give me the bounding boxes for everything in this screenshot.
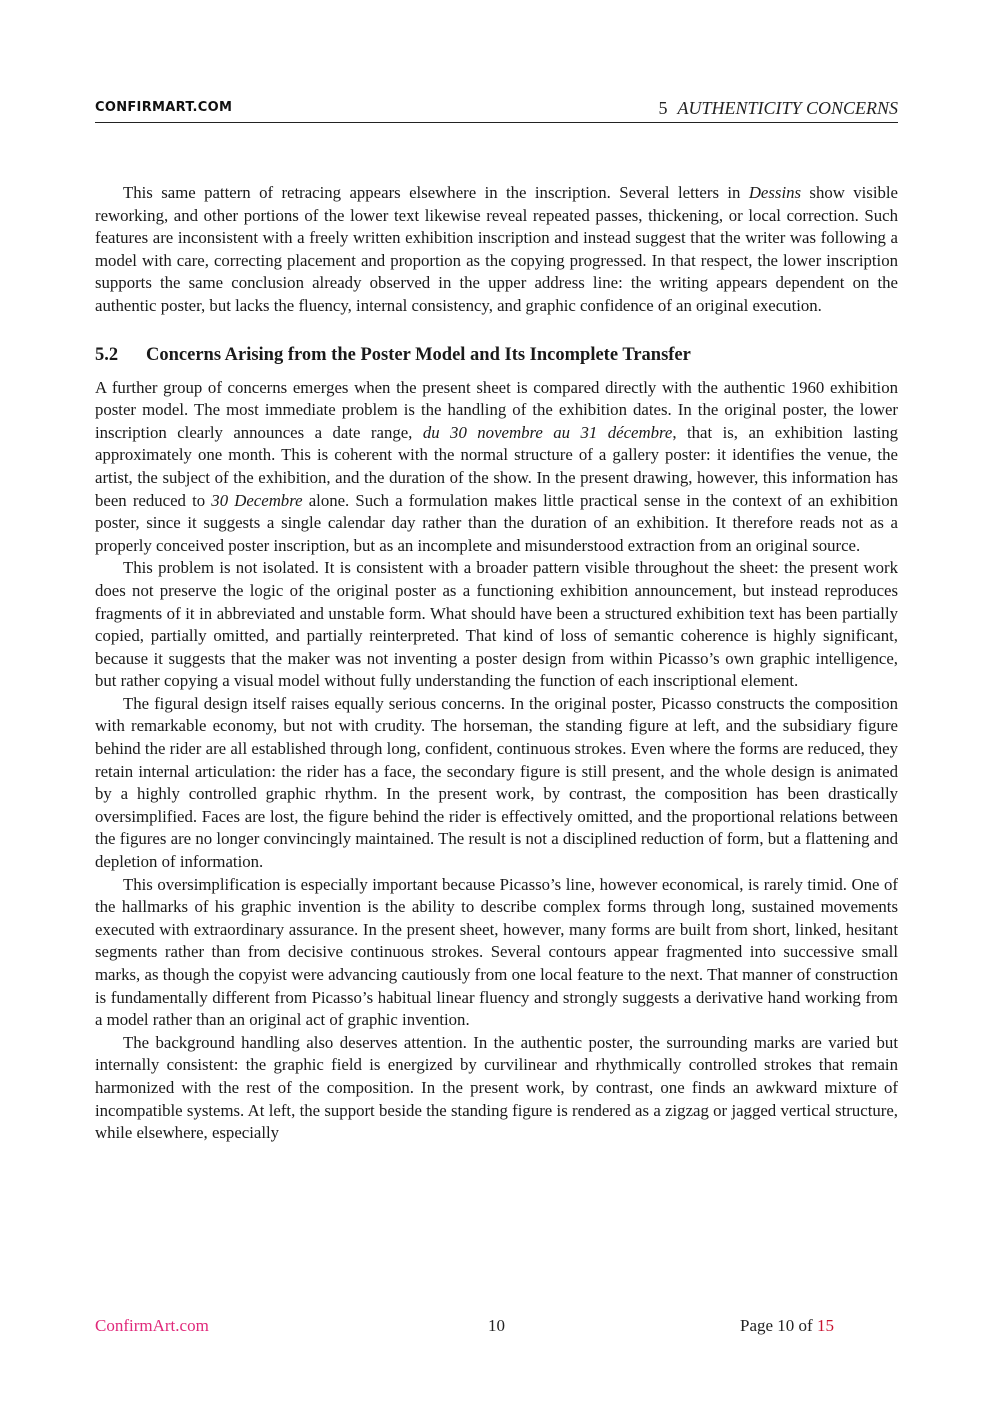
running-section-label: AUTHENTICITY CONCERNS [677, 98, 898, 118]
footer-page-number: 10 [488, 1316, 505, 1335]
footer-page-count [740, 1316, 834, 1336]
page-total-link[interactable]: 15 [816, 1316, 834, 1335]
section-title: Concerns Arising from the Poster Model and Its Incomplete Transfer [146, 344, 691, 365]
paragraph-figural-design: The figural design itself raises equally serious concerns. In the original poster, Picasso constructs the composition with remarkable economy, but not with crudity. The horseman, the standing figure at left, and the subsidiary figure behind the rider are all established through long, confident, continuous strokes. Even where the forms are reduced, they retain internal articulation: the rider has a face, the secondary figure is still present, and the whole design is animated by a highly controlled graphic rhythm. In the present work, by contrast, the composition has been drastically oversimplified. Faces are lost, the figure behind the rider is effectively omitted, and the proportional relations between the figures are no longer convincingly maintained. The result is not a disciplined reduction of form, but a flattening and depletion of information. [95, 693, 898, 872]
paragraph-oversimplification: This oversimplification is especially important because Picasso’s line, however economical, is rarely timid. One of the hallmarks of his graphic invention is the ability to describe complex forms through long, sustained movements executed with extraordinary assurance. In the present sheet, however, many forms are built from short, linked, hesitant segments rather than from decisive continuous strokes. Several contours appear fragmented into successive small marks, as though the copyist were advancing cautiously from one local feature to the next. That manner of construction is fundamentally different from Picasso’s habitual linear fluency and strongly suggests a derivative hand working from a model rather than an original act of graphic invention. [95, 874, 898, 1030]
paragraph-poster-dates [95, 377, 898, 558]
section-heading [95, 343, 898, 367]
paragraph-text: A further group of concerns emerges when the present sheet is compared directly with the authentic 1960 exhibition poster model. The most immediate problem is the handling of the exhibition dates. In the original poster, the lower inscription clearly announces a date range, [95, 377, 898, 442]
site-logo: CONFIRMART.COM [95, 100, 233, 115]
running-section-number: 5 [658, 98, 668, 118]
paragraph-text: , that is, an exhibition lasting approximately one month. This is coherent with the normal structure of a gallery poster: it identifies the venue, the artist, the subject of the exhibition, and the duration of the show. In the present drawing, however, this information has been reduced to [95, 422, 898, 510]
paragraph-emphasis: du 30 novembre au 31 décembre [422, 422, 673, 442]
running-section-title [658, 98, 898, 119]
paragraph-text: alone. Such a formulation makes little practical sense in the context of an exhibition poster, since it suggests a single calendar day rather than the duration of an exhibition. It therefore reads not as a properly conceived poster inscription, but as an incomplete and misunderstood extraction from an original source. [95, 490, 898, 555]
page-count-prefix: Page 10 of [740, 1316, 817, 1335]
page-footer [95, 1316, 898, 1340]
footer-site-link[interactable]: ConfirmArt.com [95, 1316, 209, 1335]
paragraph-text: show visible reworking, and other portions of the lower text likewise reveal repeated passes, thickening, or local correction. Such features are inconsistent with a freely written exhibition inscription and instead suggest that the writer was following a model with care, correcting placement and proportion as the copying progressed. In that respect, the lower inscription supports the same conclusion already observed in the upper address line: the writing appears dependent on the authentic poster, but lacks the fluency, internal consistency, and graphic confidence of an original execution. [95, 183, 898, 315]
page-content [95, 182, 898, 1145]
page-header [95, 98, 898, 123]
paragraph-semantic-coherence: This problem is not isolated. It is consistent with a broader pattern visible throughout the sheet: the present work does not preserve the logic of the original poster as a functioning exhibition announcement, but instead reproduces fragments of it in abbreviated and unstable form. What should have been a structured exhibition text has been partially copied, partially omitted, and partially reinterpreted. That kind of loss of semantic coherence is highly significant, because it suggests that the maker was not inventing a poster design from within Picasso’s own graphic intelligence, but rather copying a visual model without fully understanding the function of each inscriptional element. [95, 558, 898, 691]
paragraph-retracing [95, 182, 898, 318]
paragraph-background-handling: The background handling also deserves attention. In the authentic poster, the surrounding marks are varied but internally consistent: the graphic field is energized by curvilinear and rhythmically controlled strokes that remain harmonized with the rest of the composition. In the present work, by contrast, one finds an awkward mixture of incompatible systems. At left, the support beside the standing figure is rendered as a zigzag or jagged vertical structure, while elsewhere, especially [95, 1032, 898, 1143]
paragraph-emphasis: Dessins [748, 183, 802, 202]
section-number: 5.2 [95, 344, 119, 365]
paragraph-text: This same pattern of retracing appears elsewhere in the inscription. Several letters in [123, 183, 749, 202]
paragraph-emphasis: 30 Decembre [211, 490, 303, 510]
